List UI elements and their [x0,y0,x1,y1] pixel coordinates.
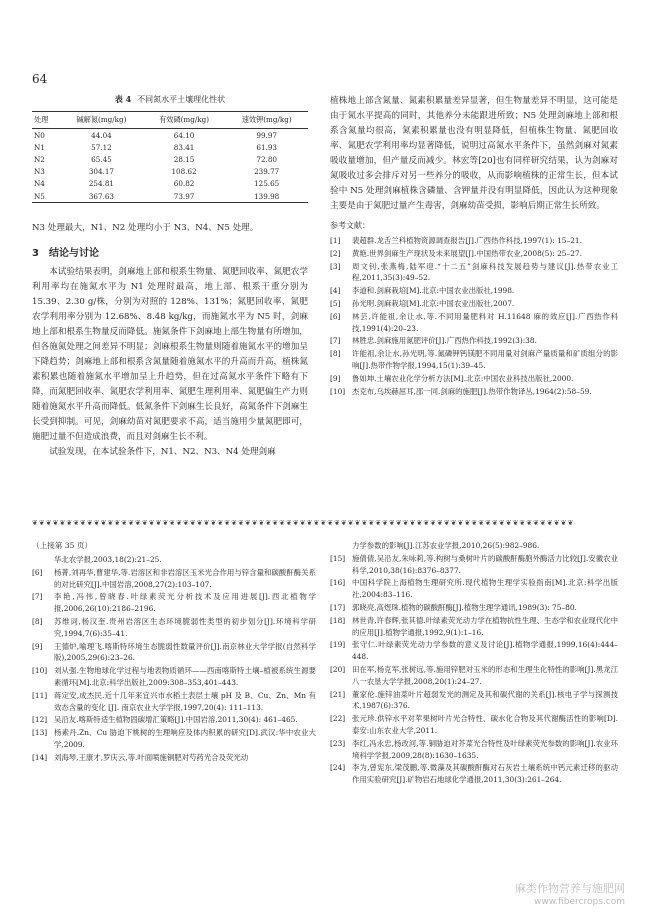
table-cell: N2 [34,154,45,164]
reference-number: [8] [330,349,341,359]
table-caption [32,94,308,105]
reference-item [32,567,316,591]
reference-item [330,298,618,310]
reference-number: [8] [32,616,43,626]
reference-number: [19] [330,640,346,650]
table-header-row [32,112,308,129]
reference-number: [9] [330,373,341,383]
reference-number: [23] [330,738,346,748]
reference-text: 裴超群.龙舌兰科植物资源调查报告[J].广西热作科技,1997(1): 15–21. [352,236,582,245]
reference-number: [21] [330,689,346,699]
reference-text: 蒋定安,成杰民.近十几年来宜兴市水稻土表层土壤 pH 及 B、Cu、Zn、Mn 有效态含量的变化 [J]. 南京农业大学学报,1997,20(4): 111–113. [54,690,316,712]
references-list [330,235,618,397]
reference-item [330,639,618,663]
reference-item [330,713,618,737]
reference-text: 林芸,许能祖,余让水,等.不同用量肥料对 H.11648 麻的效应[J].广西热作科技,1991(4):20–23. [352,311,618,333]
table-caption-number: 表 4 [114,94,132,104]
reference-text: 李艳,冯伟,曾晓春.叶绿素荧光分析技术及应用进展[J].西北植物学报,2006,26(10):2186–2196. [54,592,316,614]
reference-text: 周文钊,张燕梅,陆军迎.“十二五”剑麻科技发展趋势与建议[J].热带农业工程,2011,35(3):49–52. [352,261,618,283]
references-list [330,540,618,786]
right-column [330,94,618,398]
reference-item [330,762,618,786]
reference-item [330,615,618,639]
reference-item [32,727,316,751]
watermark-text: 麻类作物营养与施肥网 [515,882,625,895]
reference-text: 力学参数的影响[J].江苏农业学报,2010,26(5):982–986. [352,541,540,550]
discussion-paragraph-continued: 植株地上部含氮量、氮素积累量差异显著，但生物量差异不明显，这可能是由于氮水平提高的同时，其他养分未能跟进所致；N5 处理剑麻地上部和根系含氮量均很高，氮素积累量也没有明显降低，但植株生物量、氮肥回收率、氮肥农学利用率均显著降低，说明过高氮水平条件下，虽然剑麻对氮素吸收量增加，但产量反而减少。林宏等[20]也有同样研究结果，认为剑麻对氮吸收过多会排斥对另一些养分的吸收，从而影响植株的正常生长，但本试验中 N5 处理剑麻植株含磷量、含钾量并没有明显降低，因此认为这种现象主要是由于氮肥过量产生毒害，剑麻幼苗受损，影响后期正常生长所致。 [330,96,618,211]
table-row [32,129,308,142]
reference-item [330,373,618,385]
table-cell: 64.10 [173,130,195,140]
section-divider: ❦❦❦❦❦❦❦❦❦❦❦❦❦❦❦❦❦❦❦❦❦❦❦❦❦❦❦❦❦❦❦❦❦❦❦❦❦❦❦❦❦❦❦❦❦❦❦❦❦❦❦❦❦❦❦❦❦❦❦❦❦❦❦❦❦❦❦❦❦❦❦❦❦❦❦❦❦❦❦ [32,520,575,526]
reference-item [330,235,618,247]
table-cell: 28.15 [173,154,195,164]
table-body [32,129,308,203]
reference-item [32,641,316,665]
reference-item [330,602,618,614]
page-number: 64 [32,72,48,86]
reference-number: [11] [32,690,48,700]
reference-number: [22] [330,714,346,724]
reference-item [330,386,618,398]
table-cell: 125.65 [254,179,280,189]
soil-properties-table [32,111,308,203]
references-list [32,554,316,764]
reference-text: 中国科学院上海植物生理研究所.现代植物生理学实验指南[M].北京:科学出版社,2004:83–116. [352,578,618,600]
reference-item [330,540,618,552]
table-cell: 99.97 [256,130,277,140]
table-cell: 44.04 [91,130,112,140]
reference-text: 郭晓亮,高煜珠.植物的碳酸酐酶[J].植物生理学通讯,1989(3): 75–80. [352,602,577,612]
table-row [32,178,308,190]
reference-text: 施倩倩,吴沿友,朱咏莉,等.构树与桑树叶片的碳酸酐酶胞外酶活力比较[J].安徽农业科学,2010,38(16):8376–8377. [352,553,618,575]
reference-number: [3] [330,261,341,271]
table-caption-text: 不同氮水平土壤理化性状 [137,95,226,104]
watermark [515,880,625,907]
conclusion-paragraph: 本试验结果表明，剑麻地上部和根系生物量、氮肥回收率、氮肥农学利用率均在施氮水平为 N1 处理时最高，地上部、根系干重分别为 15.39、2.30 g/株，分别为对照的 128%、131%；氮肥回收率、氮肥农学利用率分别为 12.68%、8.48 kg/kg，而施氮水平为 N5 时，剑麻地上部和根系生物量反而降低。施氮条件下剑麻地上部生物量有所增加，但各施氮处理之间差异不明显；剑麻根系生物量则随着施氮水平的增加呈下降趋势；剑麻地上部和根系含氮量随着施氮水平的升高而升高，植株氮素积累也随着施氮水平增加呈上升趋势，但在过高氮水平条件下略有下降，而氮肥回收率、氮肥农学利用率、氮肥生理利用率、氮肥偏生产力则随着施氮水平升高而降低。低氮条件下剑麻生长良好，高氮条件下剑麻生长受到抑制。可见，剑麻幼苗对氮肥要求不高，适当施用少量氮肥即可，施肥过量不但造成浪费，而且对剑麻生长不利。 [32,267,308,443]
reference-item [330,248,618,260]
reference-number: [6] [32,567,43,577]
table-cell: 61.93 [256,142,277,152]
table-cell: 83.41 [173,142,195,152]
reference-number: [17] [330,602,346,612]
reference-text: 杨菁,刘再华,曹建华,等.岩溶区和非岩溶区玉米光合作用与锌含量和碳酸酐酶关系的对比研究[J].中国岩溶,2008,27(2):103–107. [54,567,316,589]
left-column [32,94,308,460]
table-header: 碱解氮(mg/kg) [60,112,143,129]
reference-number: [4] [330,286,341,296]
reference-number: [15] [330,553,346,563]
reference-item [32,554,316,566]
table-cell: N4 [34,179,45,189]
reference-number: [7] [32,592,43,602]
table-cell: N1 [34,142,45,152]
reference-text: 黄艳.世界剑麻生产现状及未来展望[J].中国热带农业,2008(5): 25–27. [352,248,582,258]
section-title: 3 结论与讨论 [32,248,99,260]
reference-number: [18] [330,615,346,625]
reference-number: [6] [330,311,341,321]
reference-number: [10] [32,666,48,676]
reference-text: 华北农学报,2003,18(2):21–25. [54,555,162,564]
reference-text: 张守仁.叶绿素荧光动力学参数的意义及讨论[J].植物学通报,1999,16(4):444–448. [352,640,618,662]
reference-number: [12] [32,715,48,725]
table-row [32,141,308,153]
reference-text: 林胜忠.剑麻施用氮肥评价[J].广西热作科技,1992(3):38. [352,336,537,346]
reference-number: [24] [330,763,346,773]
table-summary-text: N3 处理最大，N1、N2 处理均小于 N3、N4、N5 处理。 [32,223,259,234]
reference-item [330,261,618,285]
reference-text: 杨素丹.Zn、Cu 胁迫下桃树的生理响应及体内积累的研究[D].武汉:华中农业大学,2009. [54,728,316,749]
reference-text: 吴沿友.喀斯特适生植物固碳增汇策略[J].中国岩溶,2011,30(4): 461–465. [54,715,298,725]
table-cell: N3 [34,167,45,177]
table-cell: 73.97 [143,190,226,203]
reference-item [330,335,618,347]
reference-item [32,591,316,615]
reference-number: [5] [330,298,341,308]
reference-number: [20] [330,664,346,674]
table-header: 处理 [32,112,60,129]
reference-number: [7] [330,336,341,346]
reference-text: 刘海琴,王康才,罗庆云,等.叶面喷施铜肥对芍药光合及荧光动 [54,752,249,762]
reference-item [330,285,618,297]
table-cell: 108.62 [171,167,197,177]
table-row [32,166,308,178]
table-row [32,153,308,165]
reference-number: [14] [32,752,48,762]
reference-text: 林世青,许春辉,张其德.叶绿素荧光动力学在植物抗性生理、生态学和农业现代化中的应用[J].植物学通报,1992,9(1):1–16. [352,615,618,637]
reference-item [330,553,618,577]
reference-item [32,690,316,714]
reference-item [32,752,316,764]
table-cell: N0 [34,130,45,140]
reference-text: 许能祖,余让水,孙光明,等.氮磷钾钙镁肥不同用量对剑麻产量质量和矿质组分的影响[J].热带作物学报,1994,15(1):39–45. [352,349,618,370]
reference-number: [16] [330,578,346,588]
reference-text: 刘从强.生物地球化学过程与地表物质循环——西南喀斯特土壤–植被系统生源要素循环[M].北京:科学出版社,2009:308–353,401–443. [54,666,316,687]
reference-text: 杰克布,乌埃赫屈耳,邵一同.剑麻的施肥[J].热带作物译丛,1964(2):58–59. [352,386,592,396]
watermark-url: www.fibercrops.com [534,897,625,907]
reference-text: 鲁如坤.土壤农业化学分析方法[M].北京:中国农业科技出版社,2000. [352,373,574,383]
table-header: 有效磷(mg/kg) [143,112,226,129]
reference-text: 张元珍.供锌水平对苹果树叶片光合特性、碳水化合物及其代谢酶活性的影响[D].泰安:山东农业大学,2011. [352,714,618,735]
reference-text: 李红,冯永忠,杨改河,等.铜胁迫对芥菜光合特性及叶绿素荧光参数的影响[J].农业环境科学学报,2009,28(8):1630–1635. [352,738,618,760]
reference-text: 苏维词,杨汉奎.贵州岩溶区生态环境脆弱性类型的初步划分[J].环境科学研究,1994,7(6):35–41. [54,616,316,638]
reference-text: 董家伦.施锌油菜叶片超弱发光的测定及其和碳代谢的关系[J].核电子学与探测技术,1987(6):376. [352,689,618,711]
references-heading: 参考文献： [330,221,370,230]
continued-note: （上接第 35 页） [32,541,93,550]
table-cell: 304.17 [88,167,115,177]
table-header: 速效钾(mg/kg) [225,112,308,129]
discussion-paragraph-start: 试验发现，在本试验条件下，N1、N2、N3、N4 处理剑麻 [49,447,276,458]
table-cell: 72.80 [256,154,277,164]
reference-text: 李道和.剑麻栽培[M].北京:中国农业出版社,1998. [352,286,515,296]
table-cell: 57.12 [91,142,112,152]
reference-text: 王德炉,喻理飞.喀斯特环境生态脆弱性数量评价[J].南京林业大学学报(自然科学版),2005,29(6):23–26. [54,641,316,663]
reference-item [330,577,618,601]
table-cell: 239.77 [254,167,280,177]
table-cell: 65.45 [91,154,112,164]
reference-number: [2] [330,248,341,258]
table-cell: N5 [32,190,60,203]
table-cell: 139.98 [225,190,308,203]
reference-text: 孙光明.剑麻栽培[M].北京:中国农业出版社,2007. [352,298,515,308]
continued-references-right [330,540,618,787]
reference-number: [13] [32,728,48,738]
table-cell: 254.81 [88,179,115,189]
reference-item [32,665,316,689]
reference-text: 李为,曾宪东,梁茂鹏,等.微藻及其碳酸酐酶对石灰岩土壤系统中钙元素迁移的驱动作用实验研究[J].矿物岩石地球化学通报,2011,30(3):261–264. [352,763,618,785]
reference-item [330,738,618,762]
reference-item [32,616,316,640]
continued-references-left [32,540,316,765]
reference-number: [10] [330,386,346,396]
reference-item [330,311,618,335]
table-row [32,190,308,203]
reference-item [330,664,618,688]
reference-number: [1] [330,236,341,245]
reference-item [32,714,316,726]
reference-number [330,540,352,552]
table-cell: 60.82 [173,179,195,189]
reference-item [330,348,618,372]
table-cell: 367.63 [60,190,143,203]
reference-number: [9] [32,641,43,651]
reference-number [32,554,54,566]
reference-text: 田在军,杨克军,张树远,等.施用锌肥对玉米的形态和生理生化特性的影响[J].黑龙江八一农垦大学学报,2008,20(1):24–27. [352,664,618,686]
reference-item [330,689,618,713]
